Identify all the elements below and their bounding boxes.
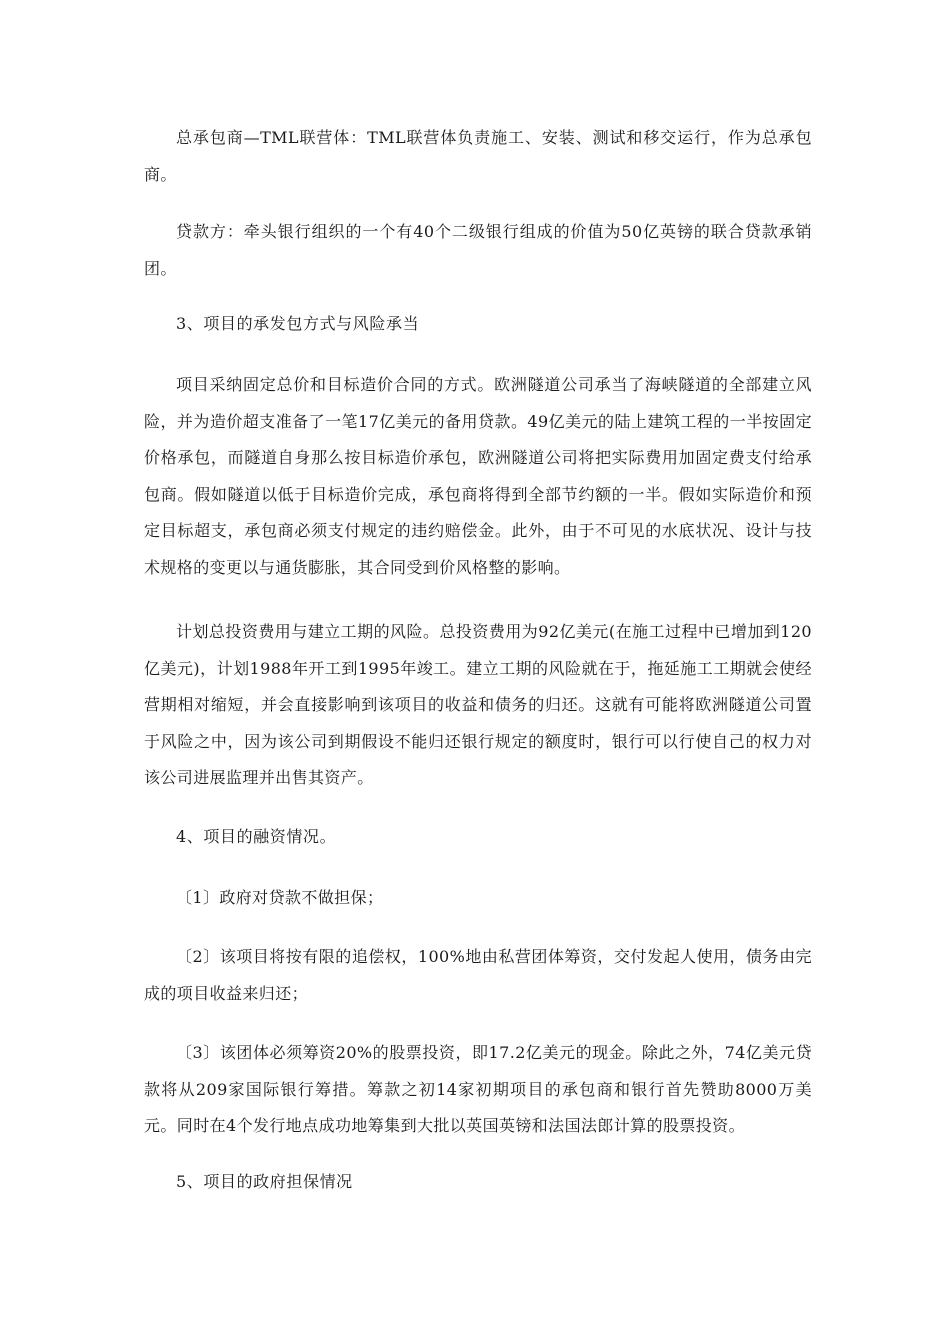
paragraph-lender: 贷款方：牵头银行组织的一个有40个二级银行组成的价值为50亿英镑的联合贷款承销团。	[144, 222, 812, 278]
paragraph-investment-risk: 计划总投资费用与建立工期的风险。总投资费用为92亿美元(在施工过程中已增加到120亿美元)，计划1988年开工到1995年竣工。建立工期的风险就在于，拖延施工工期就会使经营期相对缩短，并会直接影响到该项目的收益和债务的归还。这就有可能将欧洲隧道公司置于风险之中，因为该公司到期假设不能归还银行规定的额度时，银行可以行使自己的权力对该公司进展监理并出售其资产。	[144, 622, 812, 787]
section-heading-5: 5、项目的政府担保情况	[176, 1172, 353, 1191]
paragraph-contractor: 总承包商—TML联营体：TML联营体负责施工、安装、测试和移交运行，作为总承包商。	[144, 128, 812, 184]
section-heading-3: 3、项目的承发包方式与风险承当	[176, 314, 420, 333]
list-item-2: 〔2〕该项目将按有限的追偿权，100%地由私营团体筹资，交付发起人使用，债务由完成的项目收益来归还；	[144, 947, 812, 1003]
list-item-1: 〔1〕政府对贷款不做担保；	[176, 888, 384, 907]
section-heading-4: 4、项目的融资情况。	[176, 827, 337, 846]
list-item-3: 〔3〕该团体必须筹资20%的股票投资，即17.2亿美元的现金。除此之外，74亿美元贷款将从209家国际银行筹措。筹款之初14家初期项目的承包商和银行首先赞助8000万美元。同时在4个发行地点成功地筹集到大批以英国英镑和法国法郎计算的股票投资。	[144, 1043, 812, 1135]
paragraph-contract-method: 项目采纳固定总价和目标造价合同的方式。欧洲隧道公司承当了海峡隧道的全部建立风险，并为造价超支准备了一笔17亿美元的备用贷款。49亿美元的陆上建筑工程的一半按固定价格承包，而隧道自身那么按目标造价承包，欧洲隧道公司将把实际费用加固定费支付给承包商。假如隧道以低于目标造价完成，承包商将得到全部节约额的一半。假如实际造价和预定目标超支，承包商必须支付规定的违约赔偿金。此外，由于不可见的水底状况、设计与技术规格的变更以与通货膨胀，其合同受到价风格整的影响。	[144, 375, 812, 577]
